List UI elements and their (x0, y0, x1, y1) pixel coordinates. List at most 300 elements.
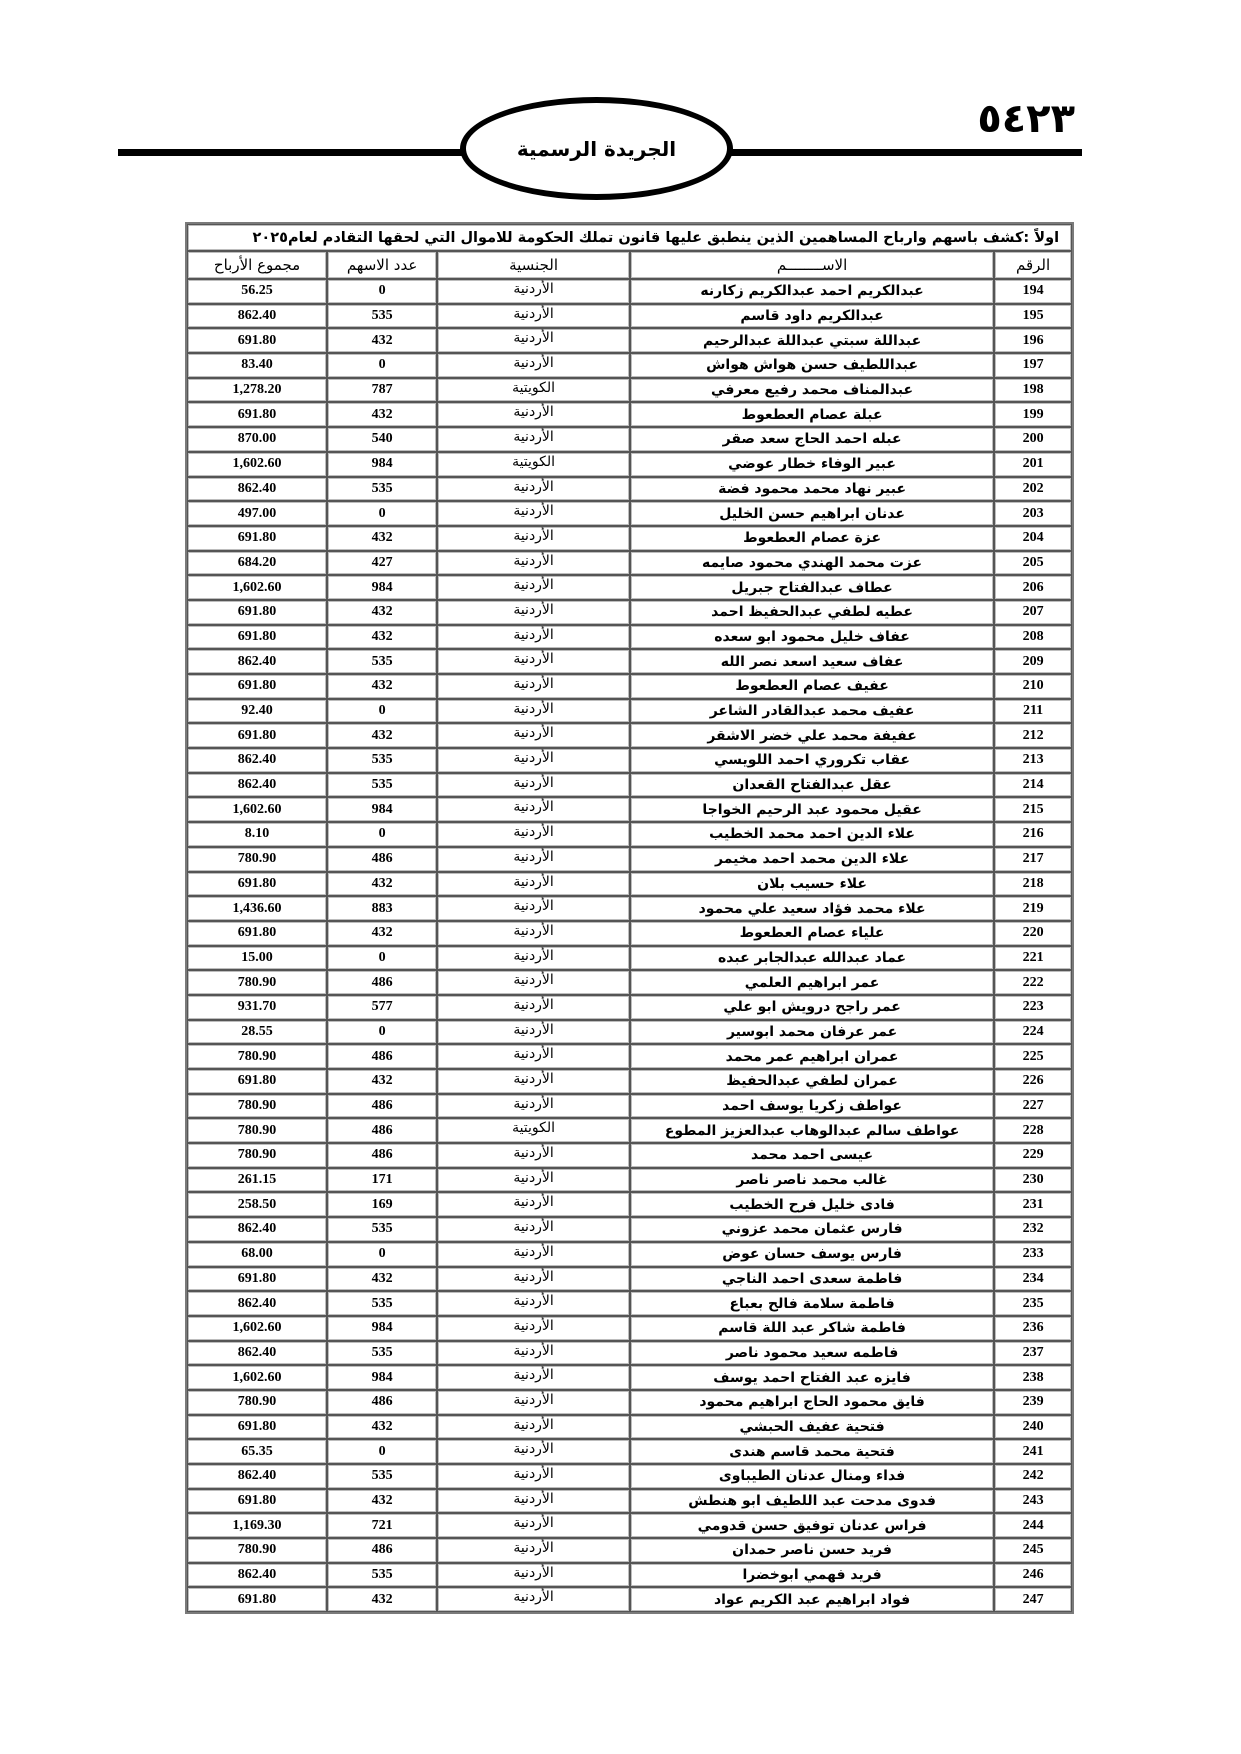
shareholder-name-cell: عمران لطفي عبدالحفيظ (630, 1069, 994, 1094)
shareholder-name-cell: فتحية عفيف الحبشي (630, 1415, 994, 1440)
total-dividends-cell: 691.80 (187, 402, 327, 427)
table-row (187, 501, 1072, 526)
total-dividends-cell: 691.80 (187, 1415, 327, 1440)
nationality-cell: الأردنية (437, 1291, 630, 1316)
total-dividends-cell: 261.15 (187, 1168, 327, 1193)
table-row (187, 575, 1072, 600)
row-number-cell: 244 (994, 1513, 1072, 1538)
shareholders-table (185, 222, 1074, 1614)
table-row (187, 427, 1072, 452)
shareholder-name-cell: عفاف سعيد اسعد نصر الله (630, 649, 994, 674)
share-count-cell: 535 (327, 1217, 437, 1242)
total-dividends-cell: 258.50 (187, 1192, 327, 1217)
row-number-cell: 205 (994, 551, 1072, 576)
nationality-cell: الأردنية (437, 1316, 630, 1341)
table-row (187, 1044, 1072, 1069)
row-number-cell: 198 (994, 378, 1072, 403)
nationality-cell: الأردنية (437, 1365, 630, 1390)
shareholder-name-cell: عبير نهاد محمد محمود فضة (630, 477, 994, 502)
share-count-cell: 0 (327, 279, 437, 304)
row-number-cell: 220 (994, 921, 1072, 946)
nationality-cell: الأردنية (437, 1069, 630, 1094)
table-row (187, 304, 1072, 329)
shareholder-name-cell: فاطمه سعيد محمود ناصر (630, 1341, 994, 1366)
total-dividends-cell: 56.25 (187, 279, 327, 304)
total-dividends-cell: 780.90 (187, 970, 327, 995)
total-dividends-cell: 862.40 (187, 1464, 327, 1489)
total-dividends-cell: 691.80 (187, 1489, 327, 1514)
row-number-cell: 247 (994, 1587, 1072, 1612)
row-number-cell: 245 (994, 1538, 1072, 1563)
share-count-cell: 427 (327, 551, 437, 576)
total-dividends-cell: 691.80 (187, 723, 327, 748)
row-number-cell: 241 (994, 1439, 1072, 1464)
shareholder-name-cell: علاء الدين محمد احمد مخيمر (630, 847, 994, 872)
table-row (187, 477, 1072, 502)
row-number-cell: 218 (994, 872, 1072, 897)
table-row (187, 699, 1072, 724)
total-dividends-cell: 862.40 (187, 748, 327, 773)
total-dividends-cell: 862.40 (187, 1341, 327, 1366)
row-number-cell: 211 (994, 699, 1072, 724)
share-count-cell: 0 (327, 353, 437, 378)
nationality-cell: الأردنية (437, 822, 630, 847)
total-dividends-cell: 691.80 (187, 921, 327, 946)
row-number-cell: 234 (994, 1267, 1072, 1292)
nationality-cell: الأردنية (437, 477, 630, 502)
total-dividends-cell: 862.40 (187, 1291, 327, 1316)
shareholder-name-cell: عقاب تكروري احمد اللويسي (630, 748, 994, 773)
share-count-cell: 0 (327, 946, 437, 971)
column-header-number: الرقم (994, 251, 1072, 279)
masthead-ellipse (460, 97, 733, 200)
table-row (187, 402, 1072, 427)
shareholder-name-cell: عبدالكريم داود قاسم (630, 304, 994, 329)
share-count-cell: 984 (327, 797, 437, 822)
share-count-cell: 486 (327, 1390, 437, 1415)
shareholder-name-cell: فاطمة شاكر عبد اللة قاسم (630, 1316, 994, 1341)
table-row (187, 1390, 1072, 1415)
nationality-cell: الأردنية (437, 526, 630, 551)
table-row (187, 896, 1072, 921)
table-row (187, 1291, 1072, 1316)
nationality-cell: الأردنية (437, 674, 630, 699)
shareholder-name-cell: فادى خليل فرح الخطيب (630, 1192, 994, 1217)
nationality-cell: الأردنية (437, 1143, 630, 1168)
shareholder-name-cell: عبداللطيف حسن هواش هواش (630, 353, 994, 378)
total-dividends-cell: 1,602.60 (187, 1365, 327, 1390)
shareholder-name-cell: فداء ومنال عدنان الطيباوى (630, 1464, 994, 1489)
nationality-cell: الأردنية (437, 896, 630, 921)
table-row (187, 1439, 1072, 1464)
table-header-row (187, 251, 1072, 279)
shareholder-name-cell: فاطمة سلامة فالح بعباع (630, 1291, 994, 1316)
shareholder-name-cell: عفيفة محمد علي خضر الاشقر (630, 723, 994, 748)
shareholder-name-cell: عطاف عبدالفتاح جبريل (630, 575, 994, 600)
total-dividends-cell: 780.90 (187, 847, 327, 872)
total-dividends-cell: 92.40 (187, 699, 327, 724)
table-row (187, 353, 1072, 378)
shareholder-name-cell: عزة عصام العطعوط (630, 526, 994, 551)
table-title-row (187, 224, 1072, 251)
row-number-cell: 208 (994, 625, 1072, 650)
row-number-cell: 237 (994, 1341, 1072, 1366)
table-row (187, 1563, 1072, 1588)
table-title: اولاً :كشف باسهم وارباح المساهمين الذين ينطبق عليها قانون تملك الحكومة للاموال التي لحقها التقادم لعام٢٠٢٥ (187, 224, 1072, 251)
row-number-cell: 206 (994, 575, 1072, 600)
table-row (187, 1415, 1072, 1440)
nationality-cell: الأردنية (437, 649, 630, 674)
table-row (187, 872, 1072, 897)
total-dividends-cell: 15.00 (187, 946, 327, 971)
share-count-cell: 535 (327, 748, 437, 773)
share-count-cell: 486 (327, 1538, 437, 1563)
table-row (187, 378, 1072, 403)
share-count-cell: 432 (327, 1267, 437, 1292)
shareholder-name-cell: فتحية محمد قاسم هندى (630, 1439, 994, 1464)
share-count-cell: 432 (327, 872, 437, 897)
share-count-cell: 535 (327, 304, 437, 329)
share-count-cell: 0 (327, 1242, 437, 1267)
shareholder-name-cell: عمر راجح درويش ابو علي (630, 995, 994, 1020)
table-row (187, 526, 1072, 551)
nationality-cell: الأردنية (437, 995, 630, 1020)
nationality-cell: الأردنية (437, 1192, 630, 1217)
shareholder-name-cell: عدنان ابراهيم حسن الخليل (630, 501, 994, 526)
total-dividends-cell: 691.80 (187, 526, 327, 551)
total-dividends-cell: 691.80 (187, 872, 327, 897)
row-number-cell: 197 (994, 353, 1072, 378)
nationality-cell: الأردنية (437, 1587, 630, 1612)
column-header-nationality: الجنسية (437, 251, 630, 279)
row-number-cell: 226 (994, 1069, 1072, 1094)
table-row (187, 674, 1072, 699)
table-row (187, 1118, 1072, 1143)
nationality-cell: الأردنية (437, 600, 630, 625)
total-dividends-cell: 65.35 (187, 1439, 327, 1464)
share-count-cell: 535 (327, 477, 437, 502)
share-count-cell: 169 (327, 1192, 437, 1217)
nationality-cell: الأردنية (437, 1341, 630, 1366)
total-dividends-cell: 862.40 (187, 773, 327, 798)
shareholder-name-cell: عقيل محمود عبد الرحيم الخواجا (630, 797, 994, 822)
page-number: ٥٤٢٣ (977, 96, 1075, 142)
column-header-dividends: مجموع الأرباح (187, 251, 327, 279)
total-dividends-cell: 780.90 (187, 1094, 327, 1119)
total-dividends-cell: 1,602.60 (187, 452, 327, 477)
total-dividends-cell: 691.80 (187, 1587, 327, 1612)
shareholder-name-cell: عمران ابراهيم عمر محمد (630, 1044, 994, 1069)
share-count-cell: 535 (327, 773, 437, 798)
table-row (187, 1168, 1072, 1193)
shareholder-name-cell: فدوى مدحت عبد اللطيف ابو هنطش (630, 1489, 994, 1514)
share-count-cell: 432 (327, 526, 437, 551)
table-row (187, 970, 1072, 995)
total-dividends-cell: 28.55 (187, 1020, 327, 1045)
share-count-cell: 787 (327, 378, 437, 403)
shareholder-name-cell: عماد عبدالله عبدالجابر عبده (630, 946, 994, 971)
row-number-cell: 199 (994, 402, 1072, 427)
table-row (187, 748, 1072, 773)
table-row (187, 995, 1072, 1020)
shareholder-name-cell: عمر عرفان محمد ابوسير (630, 1020, 994, 1045)
table-row (187, 328, 1072, 353)
share-count-cell: 535 (327, 1464, 437, 1489)
table-row (187, 600, 1072, 625)
nationality-cell: الأردنية (437, 1020, 630, 1045)
row-number-cell: 228 (994, 1118, 1072, 1143)
row-number-cell: 242 (994, 1464, 1072, 1489)
row-number-cell: 224 (994, 1020, 1072, 1045)
nationality-cell: الأردنية (437, 1217, 630, 1242)
share-count-cell: 540 (327, 427, 437, 452)
shareholder-name-cell: عواطف زكريا يوسف احمد (630, 1094, 994, 1119)
table-row (187, 1489, 1072, 1514)
total-dividends-cell: 691.80 (187, 1267, 327, 1292)
total-dividends-cell: 1,602.60 (187, 575, 327, 600)
row-number-cell: 222 (994, 970, 1072, 995)
nationality-cell: الأردنية (437, 279, 630, 304)
shareholder-name-cell: عبدالمناف محمد رفيع معرفي (630, 378, 994, 403)
share-count-cell: 0 (327, 1439, 437, 1464)
row-number-cell: 216 (994, 822, 1072, 847)
shareholder-name-cell: عبلة عصام العطعوط (630, 402, 994, 427)
nationality-cell: الأردنية (437, 872, 630, 897)
share-count-cell: 984 (327, 575, 437, 600)
nationality-cell: الأردنية (437, 575, 630, 600)
row-number-cell: 203 (994, 501, 1072, 526)
total-dividends-cell: 862.40 (187, 1563, 327, 1588)
share-count-cell: 432 (327, 723, 437, 748)
row-number-cell: 213 (994, 748, 1072, 773)
share-count-cell: 486 (327, 847, 437, 872)
row-number-cell: 227 (994, 1094, 1072, 1119)
row-number-cell: 200 (994, 427, 1072, 452)
total-dividends-cell: 497.00 (187, 501, 327, 526)
total-dividends-cell: 1,602.60 (187, 1316, 327, 1341)
nationality-cell: الأردنية (437, 970, 630, 995)
share-count-cell: 486 (327, 1118, 437, 1143)
table-row (187, 1020, 1072, 1045)
table-row (187, 946, 1072, 971)
share-count-cell: 577 (327, 995, 437, 1020)
nationality-cell: الأردنية (437, 1464, 630, 1489)
table-row (187, 1464, 1072, 1489)
share-count-cell: 486 (327, 1044, 437, 1069)
table-row (187, 1094, 1072, 1119)
share-count-cell: 171 (327, 1168, 437, 1193)
table-row (187, 649, 1072, 674)
nationality-cell: الأردنية (437, 402, 630, 427)
total-dividends-cell: 780.90 (187, 1538, 327, 1563)
row-number-cell: 194 (994, 279, 1072, 304)
shareholder-name-cell: فارس يوسف حسان عوض (630, 1242, 994, 1267)
share-count-cell: 0 (327, 822, 437, 847)
total-dividends-cell: 862.40 (187, 477, 327, 502)
share-count-cell: 486 (327, 1143, 437, 1168)
table-row (187, 773, 1072, 798)
share-count-cell: 535 (327, 1563, 437, 1588)
table-row (187, 1365, 1072, 1390)
shareholder-name-cell: فريد حسن ناصر حمدان (630, 1538, 994, 1563)
row-number-cell: 210 (994, 674, 1072, 699)
nationality-cell: الأردنية (437, 1563, 630, 1588)
share-count-cell: 535 (327, 1291, 437, 1316)
total-dividends-cell: 1,278.20 (187, 378, 327, 403)
shareholder-name-cell: فايق محمود الحاج ابراهيم محمود (630, 1390, 994, 1415)
nationality-cell: الأردنية (437, 723, 630, 748)
total-dividends-cell: 862.40 (187, 1217, 327, 1242)
share-count-cell: 0 (327, 699, 437, 724)
table-row (187, 1242, 1072, 1267)
total-dividends-cell: 691.80 (187, 625, 327, 650)
share-count-cell: 883 (327, 896, 437, 921)
share-count-cell: 432 (327, 1587, 437, 1612)
nationality-cell: الأردنية (437, 1044, 630, 1069)
table-row (187, 551, 1072, 576)
row-number-cell: 231 (994, 1192, 1072, 1217)
shareholder-name-cell: عزت محمد الهندي محمود صايمه (630, 551, 994, 576)
nationality-cell: الأردنية (437, 946, 630, 971)
row-number-cell: 204 (994, 526, 1072, 551)
shareholder-name-cell: عفاف خليل محمود ابو سعده (630, 625, 994, 650)
shareholder-name-cell: فايزه عبد الفتاح احمد يوسف (630, 1365, 994, 1390)
share-count-cell: 432 (327, 1489, 437, 1514)
shareholder-name-cell: فارس عثمان محمد عزوني (630, 1217, 994, 1242)
nationality-cell: الأردنية (437, 304, 630, 329)
total-dividends-cell: 870.00 (187, 427, 327, 452)
shareholder-name-cell: عبدالكريم احمد عبدالكريم زكارنه (630, 279, 994, 304)
total-dividends-cell: 862.40 (187, 304, 327, 329)
table-row (187, 279, 1072, 304)
table-row (187, 797, 1072, 822)
total-dividends-cell: 83.40 (187, 353, 327, 378)
row-number-cell: 201 (994, 452, 1072, 477)
total-dividends-cell: 1,169.30 (187, 1513, 327, 1538)
share-count-cell: 0 (327, 501, 437, 526)
table-row (187, 921, 1072, 946)
row-number-cell: 236 (994, 1316, 1072, 1341)
share-count-cell: 535 (327, 1341, 437, 1366)
nationality-cell: الأردنية (437, 773, 630, 798)
row-number-cell: 212 (994, 723, 1072, 748)
shareholder-name-cell: عواطف سالم عبدالوهاب عبدالعزيز المطوع (630, 1118, 994, 1143)
share-count-cell: 721 (327, 1513, 437, 1538)
nationality-cell: الأردنية (437, 797, 630, 822)
table-row (187, 1143, 1072, 1168)
nationality-cell: الأردنية (437, 501, 630, 526)
row-number-cell: 235 (994, 1291, 1072, 1316)
table-row (187, 1587, 1072, 1612)
nationality-cell: الأردنية (437, 1538, 630, 1563)
table-row (187, 847, 1072, 872)
nationality-cell: الأردنية (437, 427, 630, 452)
row-number-cell: 232 (994, 1217, 1072, 1242)
total-dividends-cell: 684.20 (187, 551, 327, 576)
nationality-cell: الأردنية (437, 353, 630, 378)
table-row (187, 1341, 1072, 1366)
shareholder-name-cell: عفيف عصام العطعوط (630, 674, 994, 699)
shareholder-name-cell: عفيف محمد عبدالقادر الشاعر (630, 699, 994, 724)
total-dividends-cell: 780.90 (187, 1390, 327, 1415)
total-dividends-cell: 68.00 (187, 1242, 327, 1267)
row-number-cell: 233 (994, 1242, 1072, 1267)
nationality-cell: الأردنية (437, 551, 630, 576)
table-row (187, 1538, 1072, 1563)
row-number-cell: 246 (994, 1563, 1072, 1588)
total-dividends-cell: 691.80 (187, 328, 327, 353)
shareholder-name-cell: فاطمة سعدى احمد الناجي (630, 1267, 994, 1292)
nationality-cell: الأردنية (437, 921, 630, 946)
share-count-cell: 984 (327, 1365, 437, 1390)
row-number-cell: 225 (994, 1044, 1072, 1069)
column-header-shares: عدد الاسهم (327, 251, 437, 279)
nationality-cell: الأردنية (437, 1094, 630, 1119)
share-count-cell: 432 (327, 328, 437, 353)
row-number-cell: 223 (994, 995, 1072, 1020)
total-dividends-cell: 780.90 (187, 1143, 327, 1168)
nationality-cell: الأردنية (437, 699, 630, 724)
shareholder-name-cell: علاء حسيب بلان (630, 872, 994, 897)
nationality-cell: الكويتية (437, 452, 630, 477)
column-header-name: الاســــــــم (630, 251, 994, 279)
table-row (187, 625, 1072, 650)
table-row (187, 1192, 1072, 1217)
total-dividends-cell: 691.80 (187, 1069, 327, 1094)
shareholder-name-cell: عمر ابراهيم العلمي (630, 970, 994, 995)
table-row (187, 1513, 1072, 1538)
shareholder-name-cell: فريد فهمي ابوخضرا (630, 1563, 994, 1588)
share-count-cell: 0 (327, 1020, 437, 1045)
shareholder-name-cell: عبداللة سبتي عبداللة عبدالرحيم (630, 328, 994, 353)
row-number-cell: 209 (994, 649, 1072, 674)
table-row (187, 1069, 1072, 1094)
row-number-cell: 202 (994, 477, 1072, 502)
share-count-cell: 432 (327, 402, 437, 427)
total-dividends-cell: 931.70 (187, 995, 327, 1020)
shareholder-name-cell: فواد ابراهيم عبد الكريم عواد (630, 1587, 994, 1612)
nationality-cell: الأردنية (437, 1168, 630, 1193)
row-number-cell: 214 (994, 773, 1072, 798)
share-count-cell: 432 (327, 1415, 437, 1440)
row-number-cell: 196 (994, 328, 1072, 353)
total-dividends-cell: 8.10 (187, 822, 327, 847)
share-count-cell: 432 (327, 674, 437, 699)
nationality-cell: الأردنية (437, 1242, 630, 1267)
row-number-cell: 217 (994, 847, 1072, 872)
share-count-cell: 486 (327, 970, 437, 995)
total-dividends-cell: 780.90 (187, 1044, 327, 1069)
table-row (187, 723, 1072, 748)
row-number-cell: 240 (994, 1415, 1072, 1440)
table-row (187, 452, 1072, 477)
shareholder-name-cell: عيسى احمد محمد (630, 1143, 994, 1168)
table-row (187, 1217, 1072, 1242)
row-number-cell: 229 (994, 1143, 1072, 1168)
shareholder-name-cell: عقل عبدالفتاح القعدان (630, 773, 994, 798)
total-dividends-cell: 780.90 (187, 1118, 327, 1143)
nationality-cell: الأردنية (437, 1489, 630, 1514)
nationality-cell: الأردنية (437, 1513, 630, 1538)
total-dividends-cell: 862.40 (187, 649, 327, 674)
total-dividends-cell: 691.80 (187, 600, 327, 625)
share-count-cell: 432 (327, 600, 437, 625)
shareholder-name-cell: علياء عصام العطعوط (630, 921, 994, 946)
table-row (187, 1316, 1072, 1341)
table-row (187, 1267, 1072, 1292)
nationality-cell: الأردنية (437, 1390, 630, 1415)
row-number-cell: 215 (994, 797, 1072, 822)
